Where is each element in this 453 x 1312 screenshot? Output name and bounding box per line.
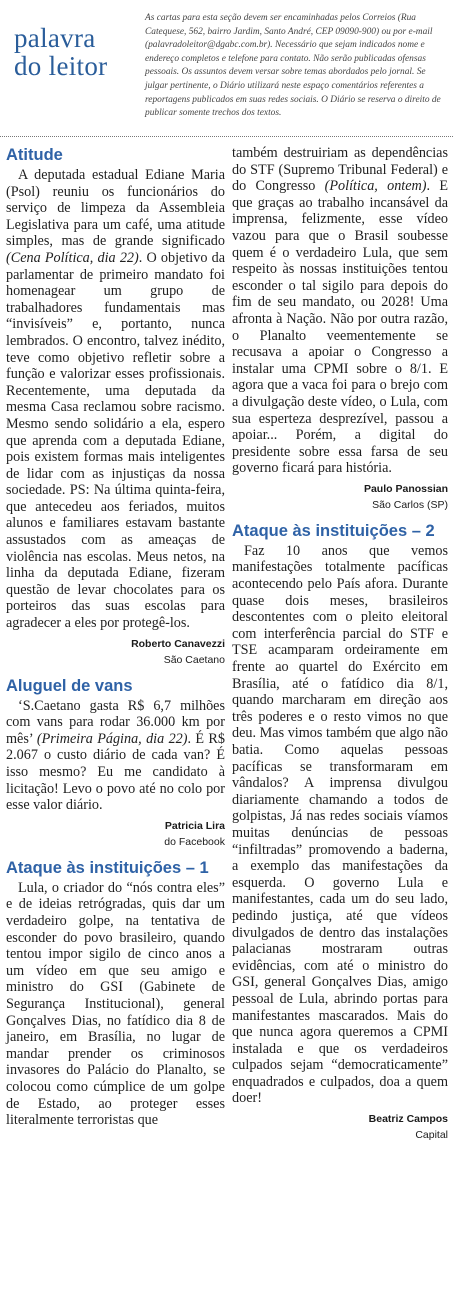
letter-citation: (Cena Política, dia 22): [6, 249, 139, 266]
letter-text: A deputada estadual Ediane Maria (Psol) reuniu os funcionários do serviço de limpeza da Assembleia Legislativa para um café, uma atitude simples, mas de grande significado: [6, 167, 225, 250]
dotted-divider: [0, 136, 453, 137]
letter-author: Patricia Lira: [164, 819, 225, 832]
letter-title: Ataque às instituições – 2: [232, 521, 435, 540]
letter-author: Beatriz Campos: [368, 1113, 448, 1126]
letter-author: Paulo Panossian: [363, 482, 448, 495]
letter-text: também destruiriam as dependências do STF (Supremo Tribunal Federal) e do Congresso: [232, 145, 448, 195]
right-column: [232, 145, 448, 1151]
section-title-line1: palavra: [14, 23, 96, 53]
letter-citation: (Primeira Página, dia 22): [36, 730, 188, 747]
letter-location: São Caetano: [163, 653, 225, 666]
letter-atitude: [6, 145, 225, 666]
letter-ataque-1-continued: [232, 145, 448, 511]
letter-body: [6, 167, 225, 632]
letter-ataque-2: [232, 521, 448, 1141]
letter-body: [232, 543, 448, 1107]
letter-title: Ataque às instituições – 1: [6, 858, 209, 877]
letter-title: Atitude: [6, 146, 63, 164]
letter-text-cont: . É R$ 2.067 o custo diário de cada van? É isso mesmo? Eu me candidato à licitação! Levo o povo até no colo por esse valor diário.: [6, 730, 225, 814]
letter-text-cont: . O objetivo da parlamentar de primeiro mandato foi homenagear um grupo de trabalhadores fundamentais mas “invisíveis” e, portanto, nunca lembrados. O encontro, talvez inédito, teve como objetivo refletir sobre a função e valorizar esses profissionais. Recentemente, uma deputada da mesma Casa reclamou sobre racismo. Mesmo sendo solidário a ela, espero que aprenda com a deputada Ediane, pois existem formas mais inteligentes de lidar com as injustiças da nossa sociedade. PS: Na última quinta-feira, que antecedeu aos feriados, muitos alunos e familiares estavam bastante assustados com as ameaças de violência nas escolas. Meus netos, na linha da deputada Ediane, fizeram questão de levar chocolates para os porteiros das suas escolas para agradecer a eles por protegê-los.: [6, 249, 225, 632]
letter-body-part1: [6, 880, 225, 1129]
letter-text-cont: . E que graças ao trabalho incansável da imprensa, felizmente, esse vídeo vazou para que o Brasil soubesse quem é o verdadeiro Lula, que sem respeito às nossas instituições tentou esconder o tal sigilo para depois do fim de seu mandato, ou 2028! Uma afronta à Nação. Não por outra razão, o Planalto veementemente se recusava a apoiar o Congresso a instalar uma CPMI sobre o 8/1. E agora que a vaca foi para o brejo com a divulgação deste vídeo, o Lula, com sua esperteza desprezível, passou a apoiar... Porém, a digital do presidente sobre essa farsa de seu governo ficará para história.: [232, 178, 448, 477]
letter-location: Capital: [415, 1129, 448, 1142]
letter-body: [6, 698, 225, 814]
letter-text: ‘S.Caetano gasta R$ 6,7 milhões com vans para rodar 36.000 km por mês’: [6, 697, 225, 747]
letter-text: Lula, o criador do “nós contra eles” e de ideias retrógradas, quis dar um verdadeiro golpe, na tentativa de esconder do povo brasileiro, quando tentou impor sigilo de cinco anos a um vídeo em que seu amigo e ministro do GSI (Gabinete de Segurança Institucional), general Gonçalves Dias, no fatídico dia 8 de janeiro, em Brasília, no lugar de mandar prender os criminosos invasores do Palácio do Planalto, se colocou como cúmplice de um golpe de Estado, ao proteger esses literalmente terroristas que: [6, 879, 225, 1129]
submission-note: As cartas para esta seção devem ser encaminhadas pelos Correios (Rua Catequese, 562, bairro Jardim, Santo André, CEP 09090-900) ou por e-mail (palavradoleitor@dgabc.com.br). Necessário que sejam indicados nome e endereço completos e telefone para contato. Não serão publicadas ofensas pessoais. Os assuntos devem versar sobre temas abordados pelo jornal. Se julgar pertinente, o Diário utilizará neste espaço comentários referentes a reportagens publicados em suas redes sociais. O Diário se reserva o direito de publicar somente trechos dos textos.: [145, 13, 441, 119]
letter-author: Roberto Canavezzi: [131, 637, 225, 650]
letter-text: Faz 10 anos que vemos manifestações totalmente pacíficas acontecendo pelo País afora. Durante quase dois meses, brasileiros descontentes com o pleito eleitoral com interferência parcial do STF e TSE acamparam ordeiramente em frente ao quartel do Exército em Brasília, até o fatídico dia 8/1, quando marcharam em direção aos três poderes e o resto vimos no que deu. Mas vimos também que algo não batia. Como aquelas pessoas pacíficas se transformaram em vândalos? A imprensa divulgou diariamente chamando a todos de golpistas, Já nas redes sociais víamos muitas denúncias de pessoas “infiltradas” promovendo a baderna, a exemplo das manifestações da esquerda. O governo Lula e manifestantes, cada um do seu lado, pedindo justiça, até que vídeos divulgados de dentro das instalações palacianas mostraram outras evidências, com até o ministro do GSI, general Gonçalves Dias, amigo pessoal de Lula, abrindo portas para manifestantes mascarados. Mais do que nunca agora queremos a CPMI instalada e que os verdadeiros culpados sejam “democraticamente” enquadrados e culpados, doa a quem doer!: [232, 542, 448, 1107]
letter-title: Aluguel de vans: [6, 676, 133, 695]
letter-location: São Carlos (SP): [372, 498, 448, 511]
left-column: [6, 145, 225, 1137]
page-header: [0, 0, 453, 130]
section-title: [14, 24, 134, 80]
letter-aluguel-de-vans: [6, 676, 225, 848]
section-title-line2: do leitor: [14, 51, 108, 81]
letter-citation: (Política, ontem): [324, 178, 427, 195]
letter-ataque-1: [6, 858, 225, 1129]
letter-body-part2: [232, 145, 448, 477]
letter-location: do Facebook: [164, 835, 225, 848]
